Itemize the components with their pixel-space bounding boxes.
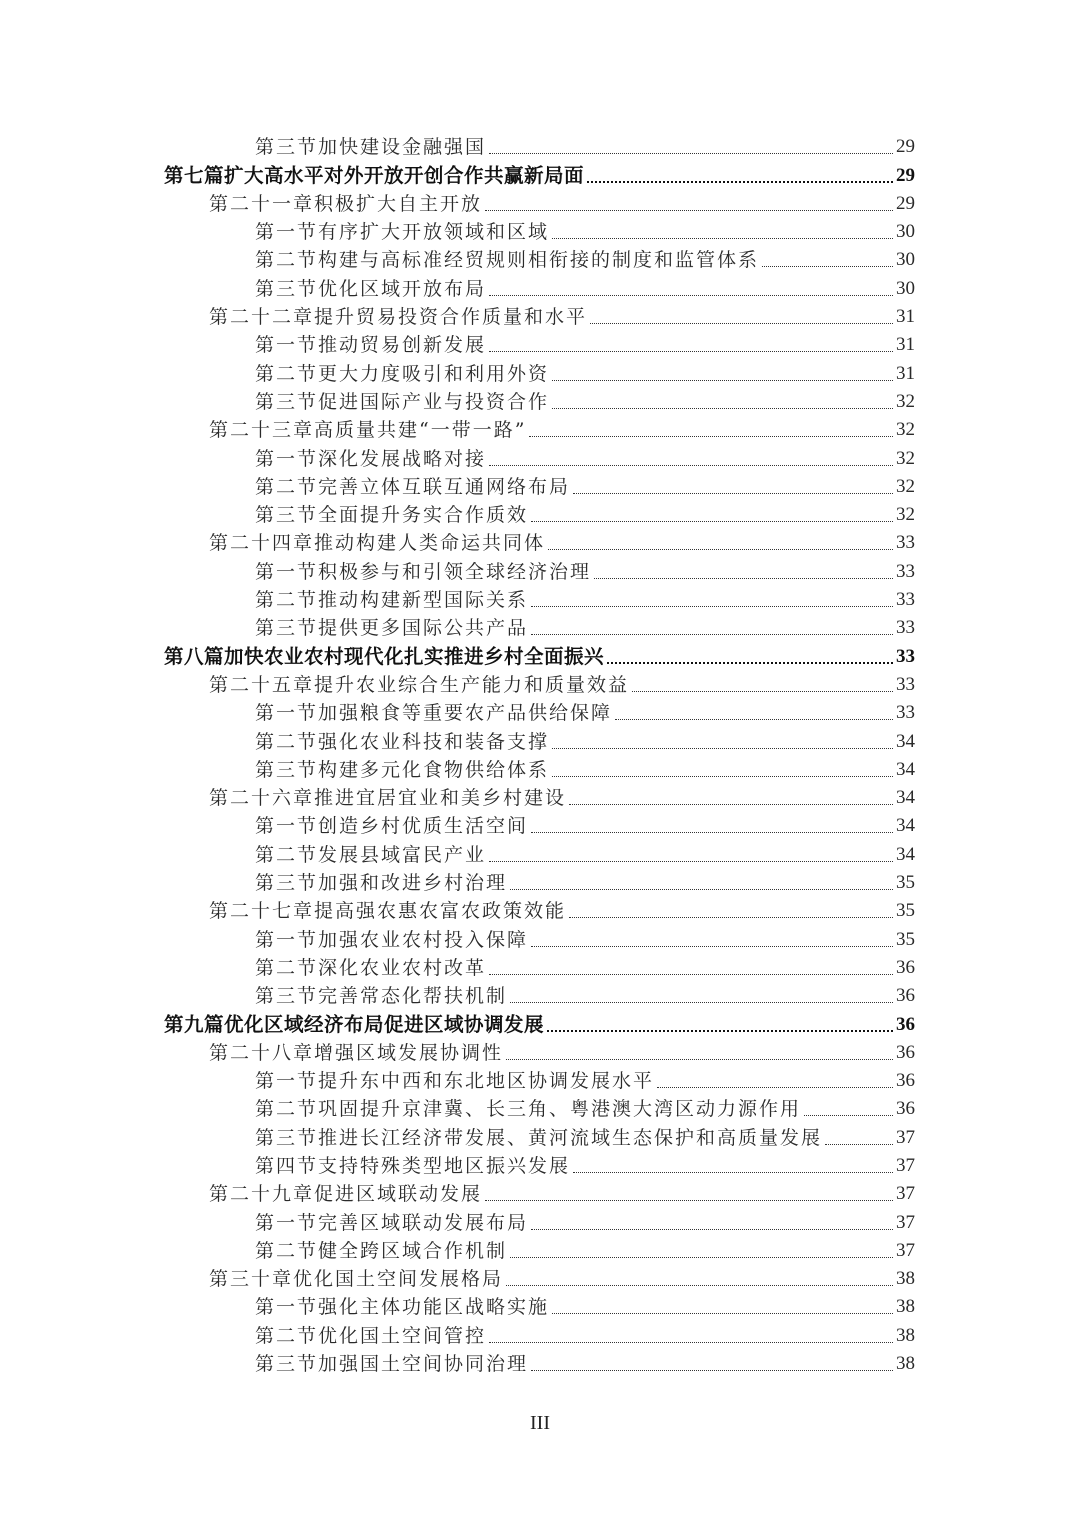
toc-entry-title: 第三节加强和改进乡村治理	[255, 872, 508, 895]
toc-entry-title: 第三节加快建设金融强国	[255, 136, 487, 159]
toc-entry-page-number: 36	[896, 1041, 915, 1063]
toc-entry-page-number: 38	[896, 1296, 915, 1318]
dot-leader	[804, 1115, 893, 1116]
toc-entry-page-number: 37	[896, 1183, 915, 1205]
toc-entry-title: 第三节构建多元化食物供给体系	[255, 758, 550, 781]
toc-entry-page-number: 37	[896, 1126, 915, 1148]
dot-leader	[552, 776, 893, 777]
dot-leader	[529, 436, 893, 437]
toc-entry-title: 第二十三章高质量共建“一带一路”	[209, 419, 527, 442]
toc-entry-page-number: 34	[896, 815, 915, 837]
toc-entry-page-number: 33	[896, 560, 915, 582]
toc-entry-title: 第一节深化发展战略对接	[255, 447, 487, 470]
toc-entry-page-number: 32	[896, 504, 915, 526]
toc-chapter-row[interactable]	[0, 188, 1080, 216]
dot-leader	[489, 1342, 893, 1343]
toc-chapter-row[interactable]	[0, 782, 1080, 810]
toc-entry-page-number: 35	[896, 900, 915, 922]
toc-entry-title: 第二节更大力度吸引和利用外资	[255, 362, 550, 385]
toc-section-row[interactable]	[0, 725, 1080, 753]
toc-entry-title: 第三十章优化国土空间发展格局	[209, 1268, 504, 1291]
dot-leader	[552, 748, 893, 749]
toc-section-row[interactable]	[0, 216, 1080, 244]
toc-section-row[interactable]	[0, 499, 1080, 527]
toc-entry-title: 第二十四章推动构建人类命运共同体	[209, 532, 546, 555]
toc-entry-title: 第二十一章积极扩大自主开放	[209, 192, 483, 215]
toc-entry-title: 第一节有序扩大开放领域和区域	[255, 221, 550, 244]
toc-entry-page-number: 34	[896, 843, 915, 865]
dot-leader	[489, 861, 893, 862]
toc-chapter-row[interactable]	[0, 669, 1080, 697]
dot-leader	[531, 946, 893, 947]
toc-section-row[interactable]	[0, 386, 1080, 414]
toc-entry-page-number: 37	[896, 1211, 915, 1233]
toc-section-row[interactable]	[0, 1206, 1080, 1234]
toc-section-row[interactable]	[0, 1291, 1080, 1319]
toc-entry-title: 第二十六章推进宜居宜业和美乡村建设	[209, 787, 567, 810]
dot-leader	[510, 1002, 893, 1003]
toc-section-row[interactable]	[0, 329, 1080, 357]
toc-section-row[interactable]	[0, 555, 1080, 583]
toc-entry-title: 第二十七章提高强农惠农富农政策效能	[209, 900, 567, 923]
page-number: III	[530, 1412, 550, 1434]
toc-entry-title: 第三节优化区域开放布局	[255, 277, 487, 300]
toc-section-row[interactable]	[0, 272, 1080, 300]
toc-section-row[interactable]	[0, 838, 1080, 866]
dot-leader	[548, 549, 893, 550]
dot-leader	[552, 1313, 893, 1314]
toc-entry-page-number: 31	[896, 362, 915, 384]
toc-section-row[interactable]	[0, 810, 1080, 838]
toc-section-row[interactable]	[0, 697, 1080, 725]
toc-entry-page-number: 38	[896, 1353, 915, 1375]
dot-leader	[573, 1172, 893, 1173]
dot-leader	[632, 691, 893, 692]
toc-section-row[interactable]	[0, 584, 1080, 612]
dot-leader	[825, 1144, 893, 1145]
toc-entry-page-number: 32	[896, 390, 915, 412]
toc-entry-page-number: 37	[896, 1154, 915, 1176]
toc-section-row[interactable]	[0, 612, 1080, 640]
toc-entry-title: 第三节提供更多国际公共产品	[255, 617, 529, 640]
toc-entry-page-number: 33	[896, 702, 915, 724]
toc-entry-page-number: 30	[896, 221, 915, 243]
toc-entry-page-number: 35	[896, 928, 915, 950]
toc-entry-title: 第一节完善区域联动发展布局	[255, 1211, 529, 1234]
toc-section-row[interactable]	[0, 1065, 1080, 1093]
dot-leader	[607, 662, 893, 664]
dot-leader	[489, 351, 893, 352]
dot-leader	[531, 521, 893, 522]
toc-entry-page-number: 33	[896, 532, 915, 554]
toc-entry-page-number: 37	[896, 1239, 915, 1261]
toc-section-row[interactable]	[0, 952, 1080, 980]
dot-leader	[615, 719, 893, 720]
toc-entry-page-number: 33	[896, 617, 915, 639]
toc-entry-title: 第二节完善立体互联互通网络布局	[255, 475, 571, 498]
toc-entry-page-number: 33	[896, 589, 915, 611]
toc-entry-title: 第一节提升东中西和东北地区协调发展水平	[255, 1070, 655, 1093]
toc-entry-title: 第三节加强国土空间协同治理	[255, 1353, 529, 1376]
toc-section-row[interactable]	[0, 980, 1080, 1008]
dot-leader	[547, 1030, 893, 1032]
toc-entry-title: 第二节强化农业科技和装备支撑	[255, 730, 550, 753]
dot-leader	[485, 210, 893, 211]
toc-entry-title: 第三节全面提升务实合作质效	[255, 504, 529, 527]
dot-leader	[573, 493, 893, 494]
toc-section-row[interactable]	[0, 471, 1080, 499]
toc-entry-title: 第四节支持特殊类型地区振兴发展	[255, 1154, 571, 1177]
table-of-contents	[0, 131, 1080, 1376]
toc-section-row[interactable]	[0, 867, 1080, 895]
toc-entry-title: 第二十五章提升农业综合生产能力和质量效益	[209, 673, 630, 696]
toc-entry-title: 第二节深化农业农村改革	[255, 956, 487, 979]
toc-chapter-row[interactable]	[0, 414, 1080, 442]
dot-leader	[531, 1229, 893, 1230]
dot-leader	[489, 465, 893, 466]
dot-leader	[657, 1087, 893, 1088]
toc-chapter-row[interactable]	[0, 895, 1080, 923]
toc-section-row[interactable]	[0, 357, 1080, 385]
dot-leader	[531, 1370, 893, 1371]
toc-entry-page-number: 38	[896, 1268, 915, 1290]
toc-entry-page-number: 38	[896, 1324, 915, 1346]
toc-entry-page-number: 30	[896, 249, 915, 271]
toc-entry-page-number: 35	[896, 872, 915, 894]
toc-entry-page-number: 36	[896, 1013, 915, 1035]
toc-entry-title: 第二节推动构建新型国际关系	[255, 589, 529, 612]
toc-part-row[interactable]	[0, 159, 1080, 187]
toc-section-row[interactable]	[0, 1319, 1080, 1347]
dot-leader	[531, 634, 893, 635]
toc-entry-page-number: 36	[896, 985, 915, 1007]
dot-leader	[762, 266, 893, 267]
toc-entry-title: 第二十九章促进区域联动发展	[209, 1183, 483, 1206]
toc-section-row[interactable]	[0, 442, 1080, 470]
toc-entry-page-number: 34	[896, 787, 915, 809]
toc-entry-page-number: 32	[896, 447, 915, 469]
toc-entry-page-number: 34	[896, 758, 915, 780]
toc-entry-page-number: 31	[896, 334, 915, 356]
dot-leader	[485, 1200, 893, 1201]
toc-entry-page-number: 34	[896, 730, 915, 752]
toc-entry-title: 第二节发展县域富民产业	[255, 843, 487, 866]
toc-entry-title: 第一节创造乡村优质生活空间	[255, 815, 529, 838]
toc-entry-page-number: 29	[896, 136, 915, 158]
dot-leader	[531, 832, 893, 833]
toc-entry-title: 第三节促进国际产业与投资合作	[255, 390, 550, 413]
toc-entry-title: 第一节强化主体功能区战略实施	[255, 1296, 550, 1319]
dot-leader	[590, 323, 893, 324]
toc-entry-page-number: 36	[896, 1070, 915, 1092]
toc-entry-title: 第二节优化国土空间管控	[255, 1324, 487, 1347]
toc-entry-title: 第七篇扩大高水平对外开放开创合作共赢新局面	[164, 163, 585, 187]
dot-leader	[569, 917, 893, 918]
toc-chapter-row[interactable]	[0, 1263, 1080, 1291]
toc-entry-page-number: 33	[896, 673, 915, 695]
toc-section-row[interactable]	[0, 754, 1080, 782]
toc-section-row[interactable]	[0, 1348, 1080, 1376]
dot-leader	[510, 1257, 893, 1258]
toc-chapter-row[interactable]	[0, 527, 1080, 555]
toc-part-row[interactable]	[0, 640, 1080, 668]
dot-leader	[552, 408, 893, 409]
toc-entry-title: 第二十二章提升贸易投资合作质量和水平	[209, 306, 588, 329]
toc-section-row[interactable]	[0, 1150, 1080, 1178]
toc-entry-title: 第一节加强农业农村投入保障	[255, 928, 529, 951]
toc-entry-title: 第三节完善常态化帮扶机制	[255, 985, 508, 1008]
toc-entry-page-number: 32	[896, 419, 915, 441]
toc-entry-title: 第二节巩固提升京津冀、长三角、粤港澳大湾区动力源作用	[255, 1098, 802, 1121]
dot-leader	[506, 1285, 893, 1286]
toc-entry-page-number: 33	[896, 645, 915, 667]
dot-leader	[594, 578, 893, 579]
toc-section-row[interactable]	[0, 244, 1080, 272]
toc-section-row[interactable]	[0, 1121, 1080, 1149]
dot-leader	[569, 804, 893, 805]
toc-entry-title: 第一节加强粮食等重要农产品供给保障	[255, 702, 613, 725]
dot-leader	[552, 380, 893, 381]
dot-leader	[489, 153, 893, 154]
toc-chapter-row[interactable]	[0, 1037, 1080, 1065]
toc-entry-page-number: 31	[896, 306, 915, 328]
toc-section-row[interactable]	[0, 1235, 1080, 1263]
dot-leader	[489, 974, 893, 975]
dot-leader	[587, 181, 893, 183]
toc-entry-title: 第二十八章增强区域发展协调性	[209, 1041, 504, 1064]
toc-entry-page-number: 36	[896, 956, 915, 978]
dot-leader	[552, 238, 893, 239]
toc-part-row[interactable]	[0, 1008, 1080, 1036]
dot-leader	[531, 606, 893, 607]
toc-chapter-row[interactable]	[0, 1178, 1080, 1206]
toc-section-row[interactable]	[0, 1093, 1080, 1121]
toc-entry-title: 第二节构建与高标准经贸规则相衔接的制度和监管体系	[255, 249, 760, 272]
toc-entry-page-number: 29	[896, 164, 915, 186]
toc-section-row[interactable]	[0, 923, 1080, 951]
dot-leader	[506, 1059, 893, 1060]
toc-entry-title: 第三节推进长江经济带发展、黄河流域生态保护和高质量发展	[255, 1126, 823, 1149]
toc-entry-title: 第二节健全跨区域合作机制	[255, 1239, 508, 1262]
dot-leader	[510, 889, 893, 890]
toc-entry-title: 第九篇优化区域经济布局促进区域协调发展	[164, 1012, 545, 1036]
toc-entry-title: 第八篇加快农业农村现代化扎实推进乡村全面振兴	[164, 644, 605, 668]
dot-leader	[489, 295, 893, 296]
toc-entry-title: 第一节推动贸易创新发展	[255, 334, 487, 357]
toc-entry-page-number: 29	[896, 192, 915, 214]
toc-section-row[interactable]	[0, 131, 1080, 159]
toc-chapter-row[interactable]	[0, 301, 1080, 329]
toc-entry-page-number: 32	[896, 475, 915, 497]
toc-entry-title: 第一节积极参与和引领全球经济治理	[255, 560, 592, 583]
toc-entry-page-number: 36	[896, 1098, 915, 1120]
toc-entry-page-number: 30	[896, 277, 915, 299]
